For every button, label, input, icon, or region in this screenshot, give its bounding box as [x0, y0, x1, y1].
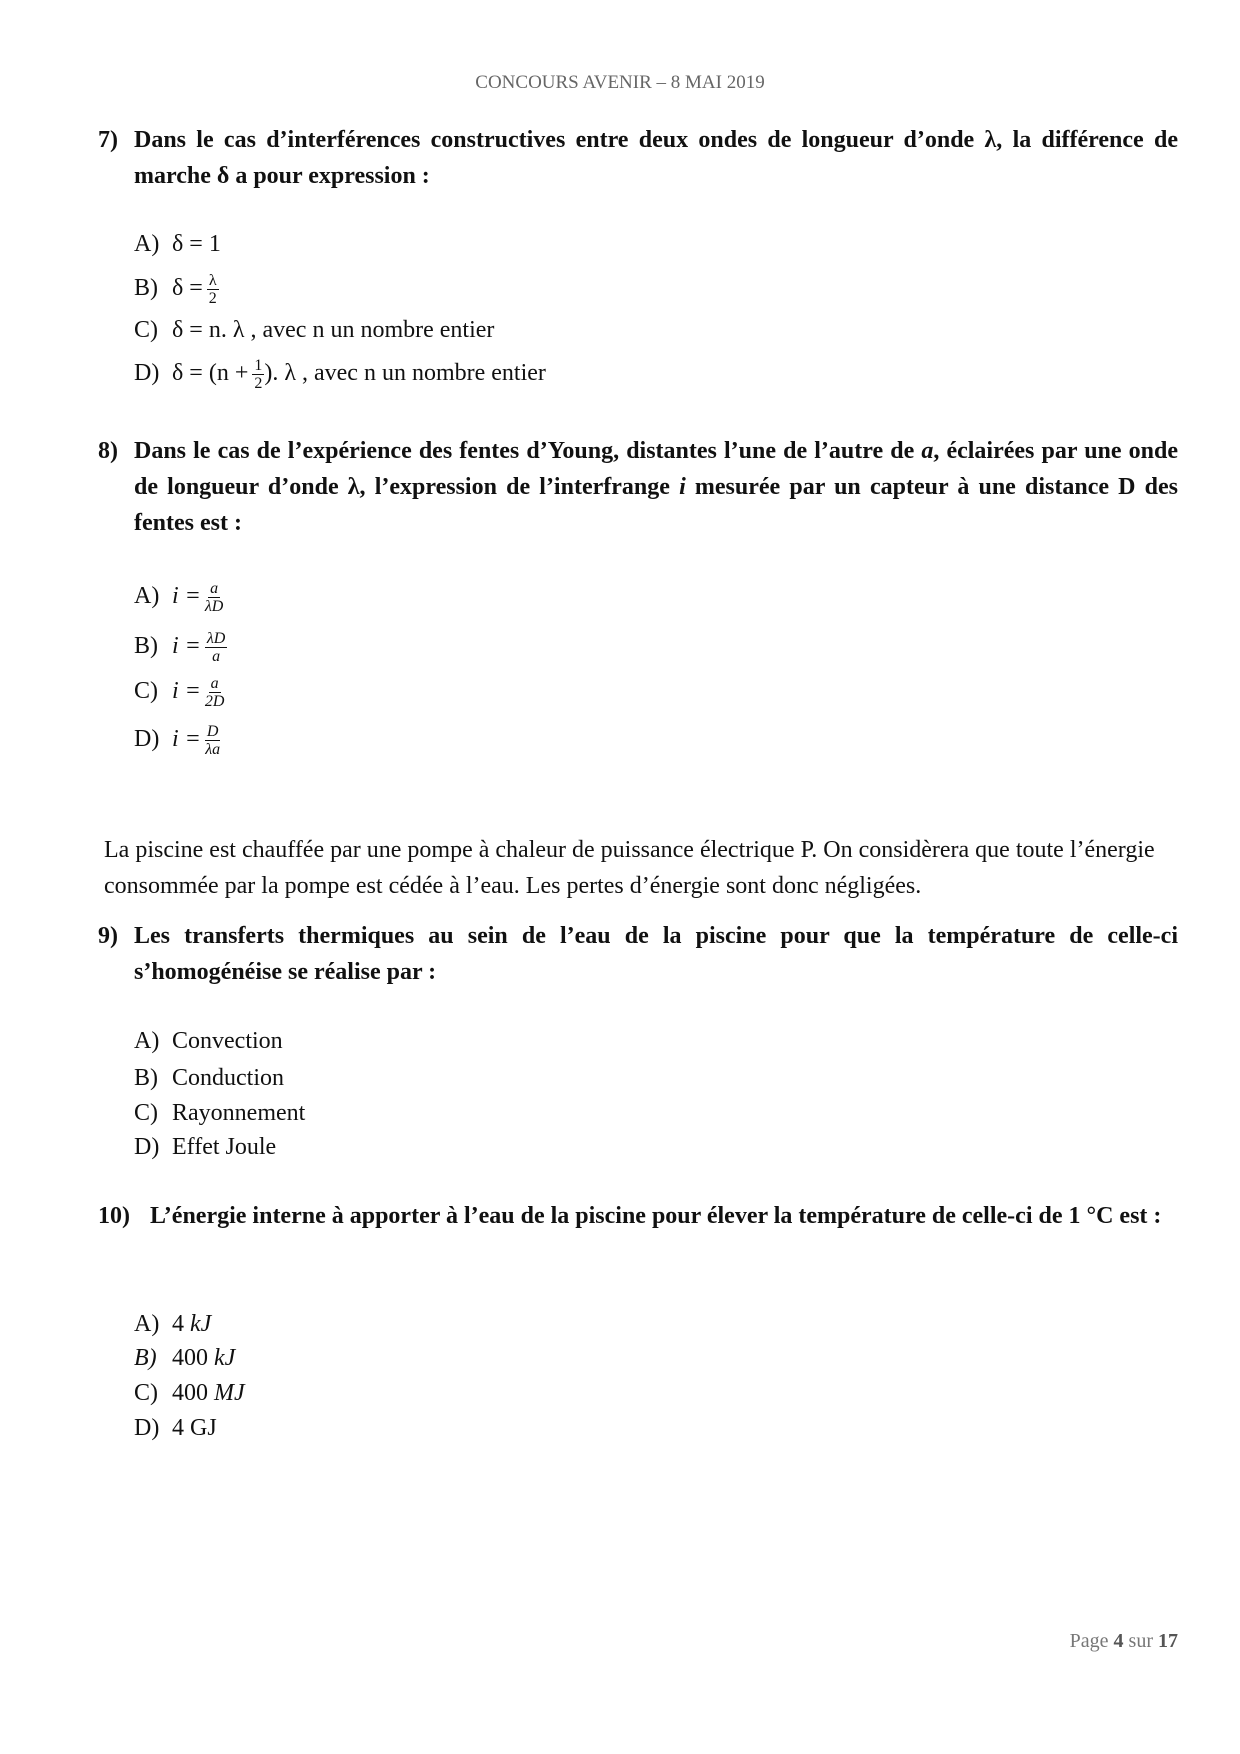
- option-a: [134, 1026, 283, 1056]
- question-text: L’énergie interne à apporter à l’eau de la piscine pour élever la température de celle-ci de 1 °C est :: [150, 1203, 1162, 1229]
- numerator: D: [206, 723, 219, 740]
- option-text: Effet Joule: [172, 1134, 277, 1160]
- option-b: [134, 630, 227, 665]
- option-label: B): [134, 1345, 157, 1371]
- option-value: 400: [172, 1345, 208, 1371]
- numerator: a: [210, 675, 219, 692]
- option-d: [134, 723, 220, 758]
- option-b: [134, 1343, 235, 1373]
- option-label: D): [134, 1134, 160, 1160]
- footer-text: sur: [1123, 1630, 1158, 1652]
- question-8: [98, 433, 1178, 541]
- variable: a: [921, 438, 934, 464]
- numerator: a: [210, 580, 219, 597]
- fraction: [205, 675, 225, 710]
- fraction: [205, 723, 221, 758]
- option-lhs: δ =: [172, 231, 203, 257]
- option-a: [134, 229, 221, 259]
- denominator: λa: [205, 741, 221, 758]
- question-number: 10): [98, 1203, 130, 1229]
- option-d: [134, 1413, 217, 1443]
- question-number: 8): [98, 438, 118, 464]
- option-value: 4: [172, 1311, 184, 1337]
- question-number: 9): [98, 923, 118, 949]
- text-part: mesurée par un capteur à une distance D des fentes est :: [134, 474, 1179, 536]
- option-label: A): [134, 583, 160, 610]
- option-lhs: δ =: [172, 360, 203, 387]
- option-c: [134, 315, 494, 345]
- text-part: , éclairées par une onde de longueur d’onde λ, l’expression de l’interfrange: [134, 438, 1178, 500]
- option-unit: GJ: [190, 1415, 217, 1441]
- option-c: [134, 1098, 305, 1128]
- footer-text: Page: [1069, 1630, 1114, 1652]
- option-c: [134, 1378, 245, 1408]
- option-rhs: n. λ , avec n un nombre entier: [208, 317, 495, 343]
- option-label: D): [134, 1415, 160, 1441]
- option-b: [134, 1063, 284, 1093]
- option-lhs: i =: [172, 583, 201, 610]
- option-value: 4: [172, 1415, 184, 1441]
- denominator: 2D: [204, 693, 225, 710]
- text-part: Dans le cas de l’expérience des fentes d’Young, distantes l’une de l’autre de: [134, 438, 922, 464]
- question-number: 7): [98, 127, 118, 153]
- option-label: C): [134, 1380, 158, 1406]
- option-label: C): [134, 317, 158, 343]
- option-lhs: i =: [172, 726, 201, 753]
- option-d: [134, 357, 546, 392]
- option-d: [134, 1132, 276, 1162]
- question-text: Dans le cas d’interférences constructives entre deux ondes de longueur d’onde λ, la différence de marche δ a pour expression :: [134, 127, 1178, 189]
- option-text: Rayonnement: [172, 1100, 306, 1126]
- page-number: 4: [1113, 1630, 1124, 1652]
- option-label: A): [134, 1311, 160, 1337]
- option-value: 400: [172, 1380, 208, 1406]
- option-lhs: δ =: [172, 275, 203, 302]
- fraction: [205, 630, 227, 665]
- option-text: Conduction: [172, 1065, 284, 1091]
- option-lhs: δ =: [172, 317, 203, 343]
- option-b: [134, 272, 219, 307]
- context-paragraph: La piscine est chauffée par une pompe à chaleur de puissance électrique P. On considèrera que toute l’énergie consommée par la pompe est cédée à l’eau. Les pertes d’énergie sont donc négligées.: [104, 837, 1155, 899]
- option-text: Convection: [172, 1028, 283, 1054]
- question-text: Les transferts thermiques au sein de l’eau de la piscine pour que la température de celle-ci s’homogénéise se réalise par :: [134, 923, 1178, 985]
- option-label: A): [134, 1028, 160, 1054]
- option-unit: MJ: [214, 1380, 245, 1406]
- option-unit: kJ: [214, 1345, 236, 1371]
- numerator: λD: [206, 630, 226, 647]
- denominator: 2: [208, 290, 217, 307]
- question-10: [98, 1198, 1178, 1234]
- denominator: λD: [204, 598, 224, 615]
- page-footer: [1070, 1630, 1178, 1653]
- fraction: [207, 272, 219, 307]
- question-7: [98, 122, 1178, 194]
- option-label: B): [134, 633, 158, 660]
- option-rhs: 1: [208, 231, 221, 257]
- page-total: 17: [1158, 1630, 1178, 1652]
- option-label: B): [134, 1065, 158, 1091]
- option-post: ). λ , avec n un nombre entier: [264, 360, 546, 387]
- option-lhs: i =: [172, 678, 201, 705]
- question-text: [134, 433, 1178, 541]
- variable: i: [679, 474, 686, 500]
- numerator: λ: [208, 272, 217, 289]
- option-label: C): [134, 678, 158, 705]
- option-a: [134, 580, 223, 615]
- option-a: [134, 1309, 211, 1339]
- option-label: D): [134, 360, 160, 387]
- page-header: CONCOURS AVENIR – 8 MAI 2019: [475, 72, 765, 93]
- option-label: D): [134, 726, 160, 753]
- option-label: C): [134, 1100, 158, 1126]
- option-label: A): [134, 231, 160, 257]
- option-lhs: i =: [172, 633, 201, 660]
- denominator: a: [212, 648, 221, 665]
- option-label: B): [134, 275, 158, 302]
- option-c: [134, 675, 224, 710]
- fraction: [205, 580, 223, 615]
- option-pre: (n +: [208, 360, 249, 387]
- fraction: [252, 357, 264, 392]
- option-unit: kJ: [190, 1311, 212, 1337]
- denominator: 2: [254, 375, 263, 392]
- question-9: [98, 918, 1178, 990]
- numerator: 1: [254, 357, 263, 374]
